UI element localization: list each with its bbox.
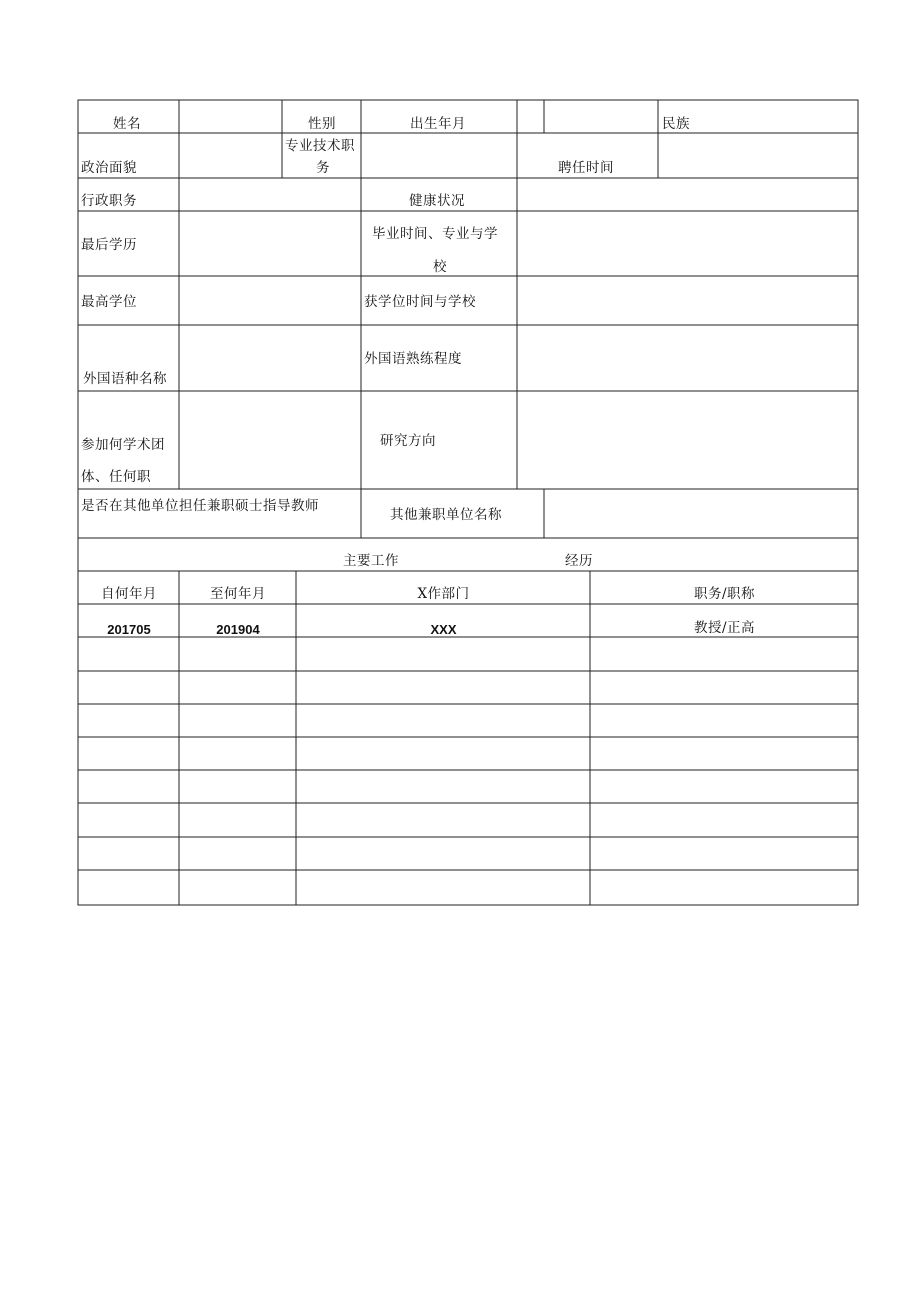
research-direction-label: 研究方向 bbox=[380, 433, 436, 449]
admin-post-label: 行政职务 bbox=[81, 193, 137, 209]
row1-from-date: 201705 bbox=[107, 622, 151, 637]
health-label: 健康状况 bbox=[409, 193, 465, 209]
highest-degree-label: 最高学位 bbox=[81, 294, 137, 310]
tech-title-label-line1: 专业技术职 bbox=[285, 138, 355, 154]
birth-date-label: 出生年月 bbox=[410, 116, 466, 132]
work-history-title-part1: 主要工作 bbox=[343, 553, 399, 569]
row1-department: XXX bbox=[430, 622, 457, 637]
hire-time-label: 聘任时间 bbox=[558, 160, 614, 176]
ethnicity-label: 民族 bbox=[662, 116, 690, 132]
tech-title-label-line2: 务 bbox=[316, 160, 330, 176]
row1-to-date: 201904 bbox=[216, 622, 260, 637]
header-department: X作部门 bbox=[417, 586, 470, 602]
header-from-date: 自何年月 bbox=[101, 586, 157, 602]
header-position-title: 职务/职称 bbox=[693, 586, 756, 602]
graduation-info-label-line1: 毕业时间、专业与学 bbox=[372, 226, 498, 242]
academic-org-label-line2: 体、任何职 bbox=[81, 469, 151, 485]
work-history-title-part2: 经历 bbox=[565, 553, 593, 569]
foreign-language-level-label: 外国语熟练程度 bbox=[364, 351, 462, 367]
final-education-label: 最后学历 bbox=[81, 237, 137, 253]
academic-org-label-line1: 参加何学术团 bbox=[81, 437, 165, 453]
political-status-label: 政治面貌 bbox=[81, 160, 137, 176]
name-label: 姓名 bbox=[113, 116, 141, 132]
header-to-date: 至何年月 bbox=[210, 586, 266, 602]
foreign-language-label: 外国语种名称 bbox=[83, 371, 167, 387]
other-unit-label: 其他兼职单位名称 bbox=[390, 507, 502, 523]
part-time-supervisor-label: 是否在其他单位担任兼职硕士指导教师 bbox=[81, 498, 319, 514]
gender-label: 性别 bbox=[308, 116, 336, 132]
degree-time-school-label: 获学位时间与学校 bbox=[364, 294, 476, 310]
graduation-info-label-line2: 校 bbox=[433, 259, 447, 275]
row1-position-title: 教授/正高 bbox=[693, 620, 756, 636]
